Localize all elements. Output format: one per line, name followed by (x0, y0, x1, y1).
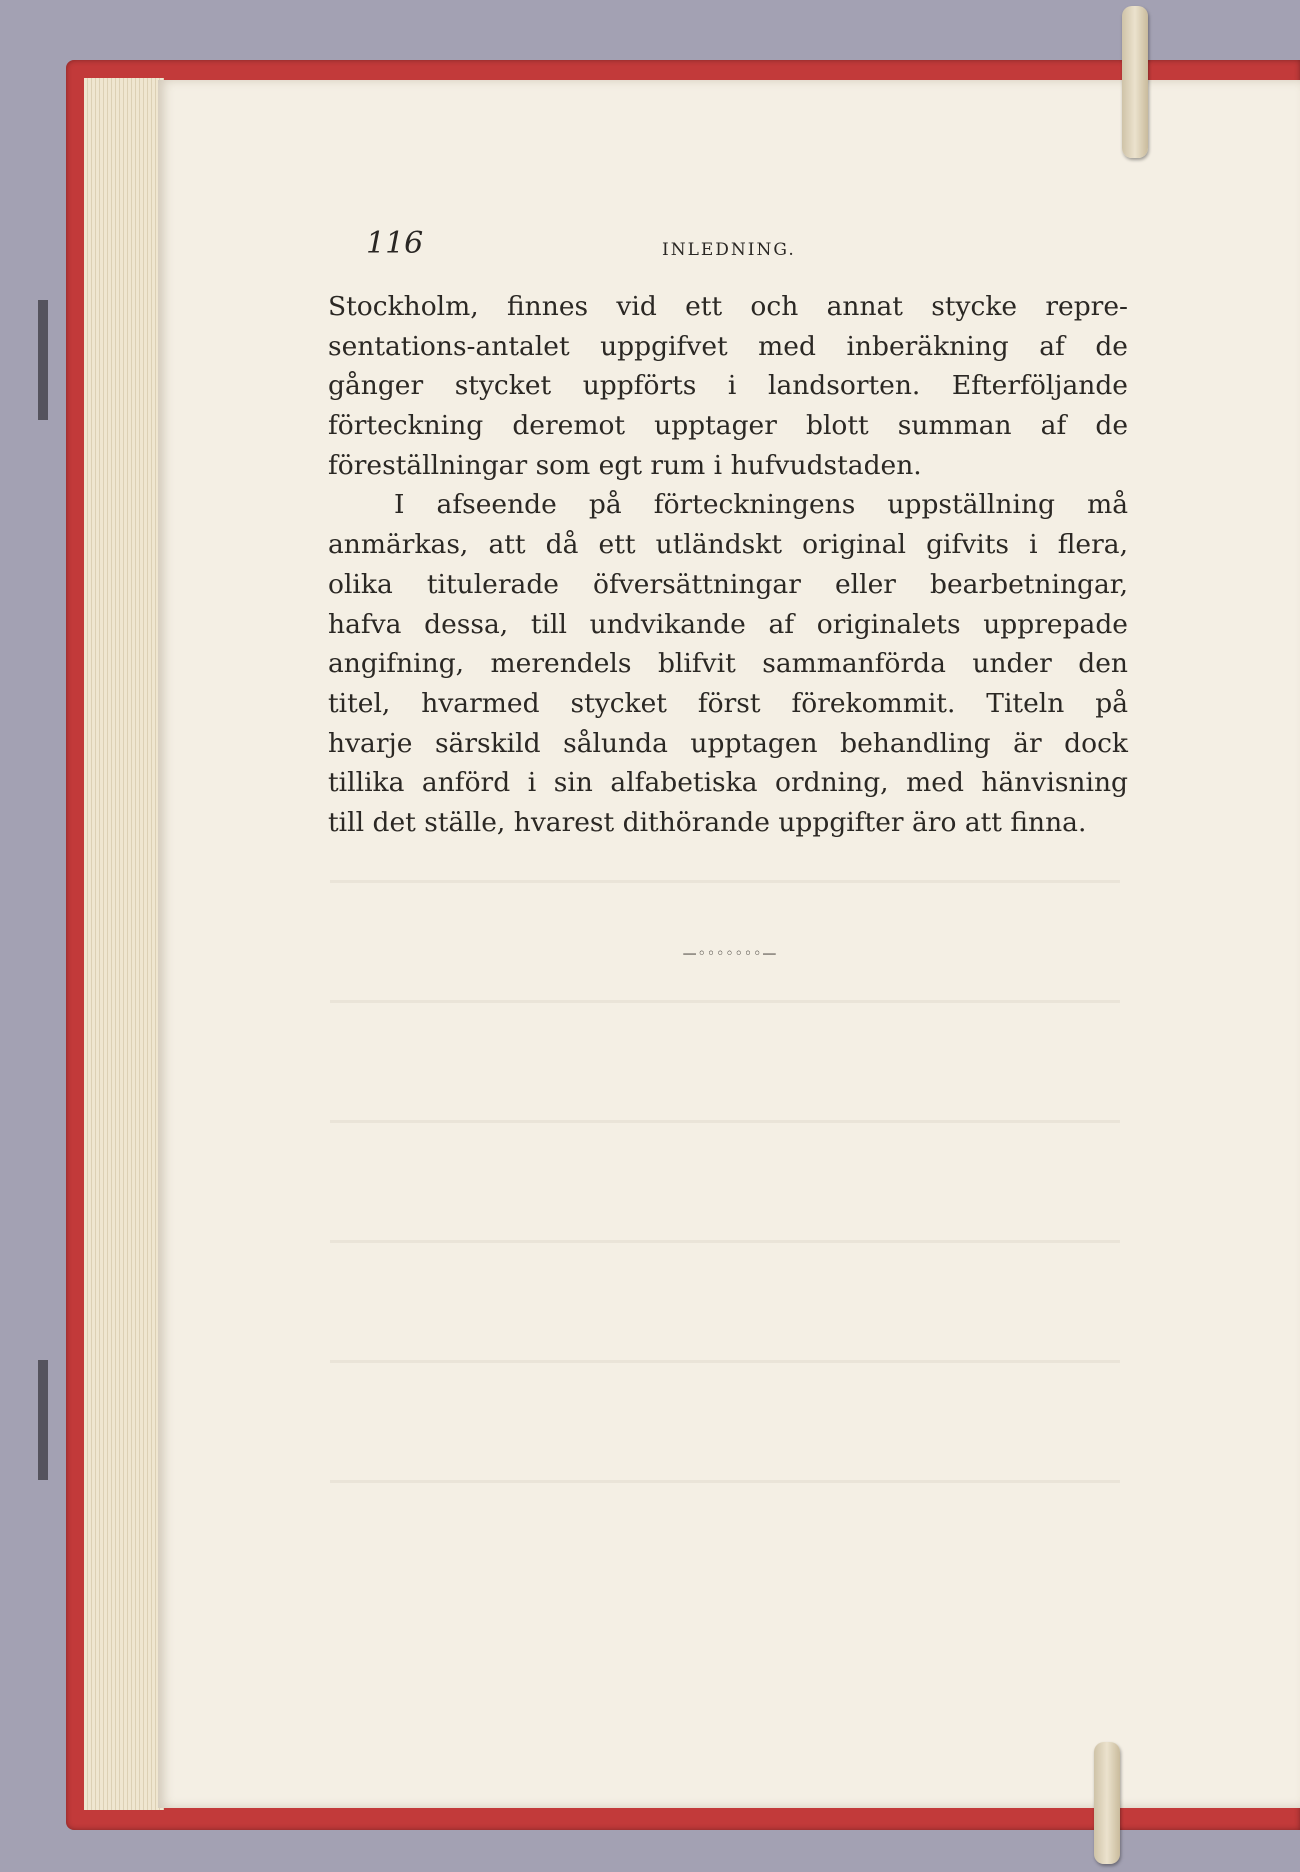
text-line: gånger stycket uppförts i landsorten. Efterföljande (328, 370, 1128, 402)
bleed-through-mark (330, 1240, 1120, 1243)
text-line: titel, hvarmed stycket först förekommit. Titeln på (328, 687, 1128, 719)
running-head: INLEDNING. (662, 240, 796, 260)
bleed-through-mark (330, 880, 1120, 883)
text-line: I afseende på förteckningens uppställning må (394, 489, 1128, 521)
text-line: tillika anförd i sin alfabetiska ordning, med hänvisning (328, 767, 1128, 799)
bleed-through-mark (330, 1120, 1120, 1123)
text-line: föreställningar som egt rum i hufvudstaden. (328, 449, 922, 481)
binding-tab-lower (38, 1360, 48, 1480)
text-line: olika titulerade öfversättningar eller bearbetningar, (328, 568, 1128, 600)
bleed-through-mark (330, 1000, 1120, 1003)
text-line: anmärkas, att då ett utländskt original gifvits i flera, (328, 529, 1128, 561)
binding-tab-upper (38, 300, 48, 420)
body-text (328, 287, 1128, 843)
text-line: hafva dessa, till undvikande af originalets upprepade (328, 608, 1128, 640)
page-clip-bottom (1094, 1742, 1120, 1864)
text-line: förteckning deremot upptager blott summan af de (328, 410, 1128, 442)
text-line: angifning, merendels blifvit sammanförda under den (328, 648, 1128, 680)
bleed-through-mark (330, 1480, 1120, 1483)
bleed-through-mark (330, 1360, 1120, 1363)
text-line: sentations-antalet uppgifvet med inberäkning af de (328, 330, 1128, 362)
page-block-edges (84, 78, 164, 1810)
text-line: hvarje särskild sålunda upptagen behandling är dock (328, 727, 1128, 759)
page-number: 116 (366, 226, 424, 261)
page-clip-top (1122, 6, 1148, 158)
text-line: till det ställe, hvarest dithörande uppgifter äro att finna. (328, 806, 1087, 838)
page-header (366, 226, 1126, 266)
section-end-ornament: —◦◦◦◦◦◦◦— (682, 946, 778, 962)
text-line: Stockholm, finnes vid ett och annat stycke repre- (328, 291, 1128, 322)
